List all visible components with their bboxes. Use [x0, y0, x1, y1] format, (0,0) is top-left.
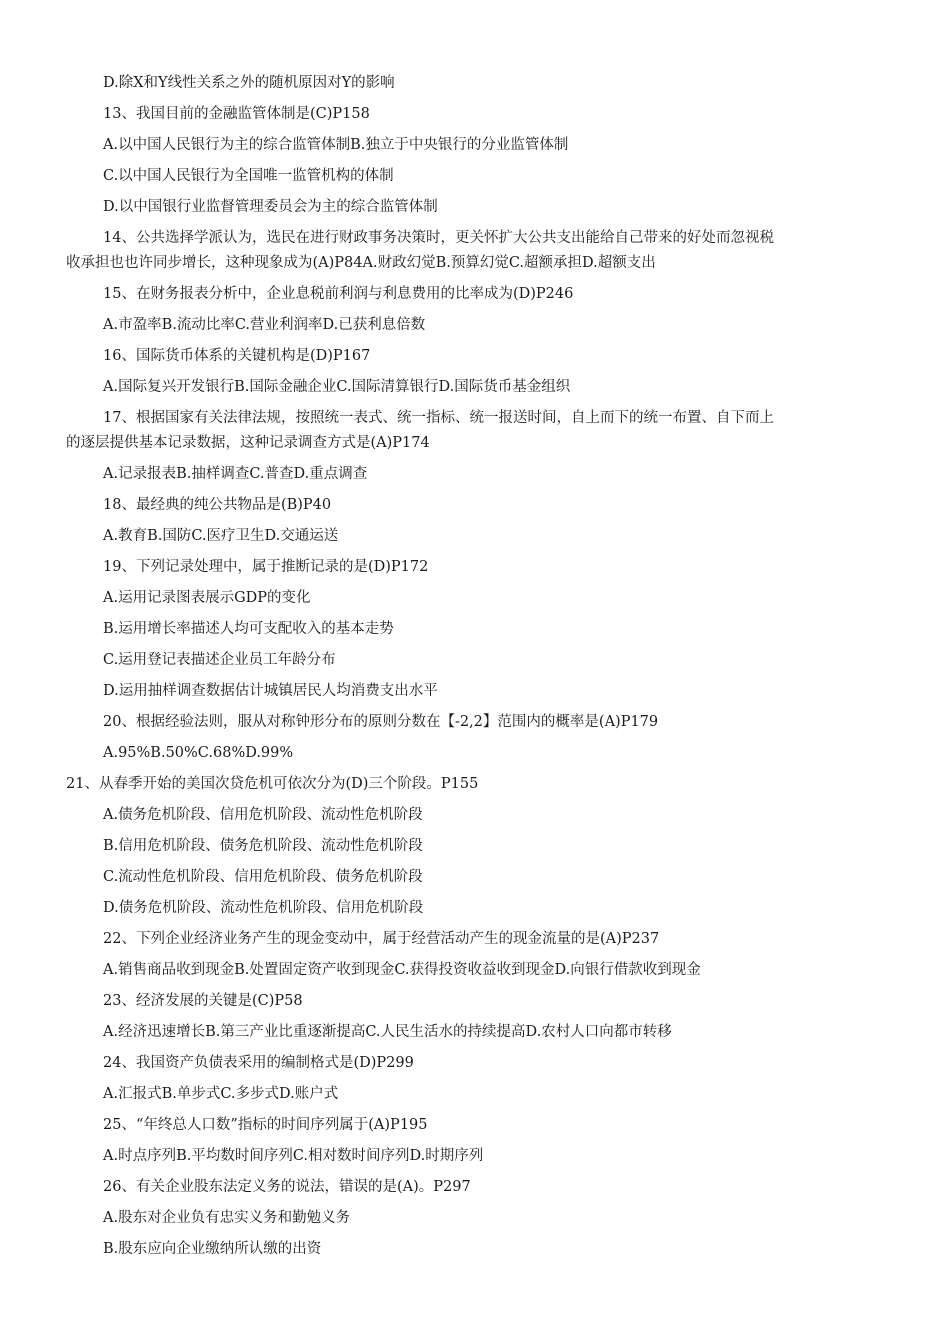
question-19: 19、下列记录处理中，属于推断记录的是(D)P172 — [103, 559, 429, 575]
question-22: 22、下列企业经济业务产生的现金变动中，属于经营活动产生的现金流量的是(A)P237 — [103, 931, 660, 947]
option-line: B.信用危机阶段、债务危机阶段、流动性危机阶段 — [103, 838, 423, 854]
option-line: A.市盈率B.流动比率C.营业利润率D.已获利息倍数 — [103, 317, 426, 333]
option-line: A.95%B.50%C.68%D.99% — [103, 745, 294, 761]
question-23: 23、经济发展的关键是(C)P58 — [103, 993, 303, 1009]
option-line: A.时点序列B.平均数时间序列C.相对数时间序列D.时期序列 — [103, 1148, 484, 1164]
text-line: D.除X和Y线性关系之外的随机原因对Y的影响 — [103, 75, 395, 91]
option-line: C.以中国人民银行为全国唯一监管机构的体制 — [103, 168, 394, 184]
option-line: A.记录报表B.抽样调查C.普查D.重点调查 — [103, 466, 368, 482]
question-20: 20、根据经验法则，服从对称钟形分布的原则分数在【-2,2】范围内的概率是(A)P179 — [103, 714, 659, 730]
question-18: 18、最经典的纯公共物品是(B)P40 — [103, 497, 332, 513]
option-line: C.流动性危机阶段、信用危机阶段、债务危机阶段 — [103, 869, 423, 885]
question-21: 21、从春季开始的美国次贷危机可依次分为(D)三个阶段。P155 — [66, 776, 479, 792]
question-15: 15、在财务报表分析中，企业息税前利润与利息费用的比率成为(D)P246 — [103, 286, 574, 302]
question-25: 25、“年终总人口数”指标的时间序列属于(A)P195 — [103, 1117, 428, 1133]
question-17-continued: 的逐层提供基本记录数据，这种记录调查方式是(A)P174 — [66, 435, 430, 451]
option-line: A.运用记录图表展示GDP的变化 — [103, 590, 311, 606]
option-line: A.销售商品收到现金B.处置固定资产收到现金C.获得投资收益收到现金D.向银行借款收到现金 — [103, 962, 701, 978]
option-line: A.以中国人民银行为主的综合监管体制B.独立于中央银行的分业监管体制 — [103, 137, 569, 153]
question-14-continued: 收承担也也许同步增长，这种现象成为(A)P84A.财政幻觉B.预算幻觉C.超额承担D.超额支出 — [66, 255, 656, 271]
option-line: B.运用增长率描述人均可支配收入的基本走势 — [103, 621, 394, 637]
option-line: A.汇报式B.单步式C.多步式D.账户式 — [103, 1086, 339, 1102]
option-line: A.股东对企业负有忠实义务和勤勉义务 — [103, 1210, 351, 1226]
option-line: C.运用登记表描述企业员工年龄分布 — [103, 652, 336, 668]
question-14: 14、公共选择学派认为，选民在进行财政事务决策时，更关怀扩大公共支出能给自己带来的好处而忽视税 — [103, 230, 774, 246]
question-26: 26、有关企业股东法定义务的说法，错误的是(A)。P297 — [103, 1179, 471, 1195]
option-line: A.债务危机阶段、信用危机阶段、流动性危机阶段 — [103, 807, 423, 823]
option-line: D.债务危机阶段、流动性危机阶段、信用危机阶段 — [103, 900, 424, 916]
option-line: A.经济迅速增长B.第三产业比重逐渐提高C.人民生活水的持续提高D.农村人口向都市转移 — [103, 1024, 672, 1040]
option-line: A.国际复兴开发银行B.国际金融企业C.国际清算银行D.国际货币基金组织 — [103, 379, 571, 395]
question-17: 17、根据国家有关法律法规，按照统一表式、统一指标、统一报送时间，自上而下的统一布置、自下而上 — [103, 410, 774, 426]
option-line: A.教育B.国防C.医疗卫生D.交通运送 — [103, 528, 339, 544]
option-line: D.以中国银行业监督管理委员会为主的综合监管体制 — [103, 199, 438, 215]
question-13: 13、我国目前的金融监管体制是(C)P158 — [103, 106, 370, 122]
option-line: B.股东应向企业缴纳所认缴的出资 — [103, 1241, 322, 1257]
question-16: 16、国际货币体系的关键机构是(D)P167 — [103, 348, 371, 364]
option-line: D.运用抽样调查数据估计城镇居民人均消费支出水平 — [103, 683, 438, 699]
question-24: 24、我国资产负债表采用的编制格式是(D)P299 — [103, 1055, 414, 1071]
